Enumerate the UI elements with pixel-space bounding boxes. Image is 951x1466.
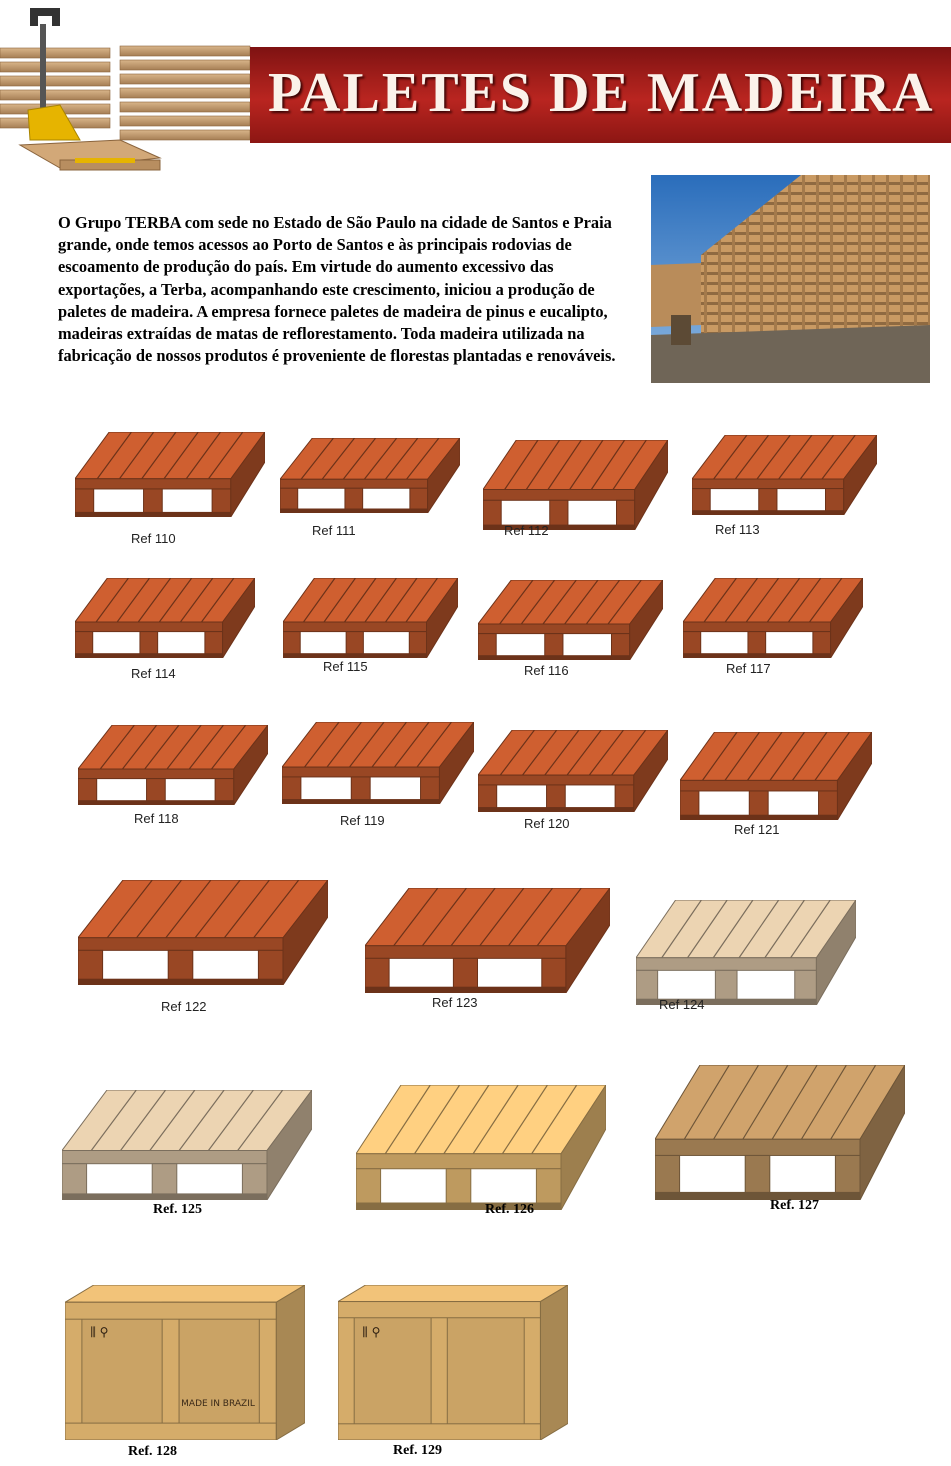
product-reference-label: Ref 113 [715, 522, 760, 537]
product-reference-label: Ref. 125 [153, 1202, 202, 1217]
intro-paragraph: O Grupo TERBA com sede no Estado de São Paulo na cidade de Santos e Praia grande, onde temos acessos ao Porto de Santos e às principais rodovias de escoamento de produção do país. Em virtude do aumento excessivo das exportações, a Terba, acompanhando este crescimento, iniciou a produção de paletes de madeira. A empresa fornece paletes de madeira de pinus e eucalipto, madeiras extraídas de matas de reflorestamento. Toda madeira utilizada na fabricação de nossos produtos é proveniente de florestas plantadas e renováveis. [58, 213, 616, 366]
product-reference-label: Ref 118 [134, 811, 179, 826]
product-reference-label: Ref. 127 [770, 1198, 819, 1213]
product-reference-label: Ref 117 [726, 661, 771, 676]
page-title: PALETES DE MADEIRA [268, 62, 935, 124]
pallet-image [655, 1065, 905, 1200]
product-reference-label: Ref. 126 [485, 1202, 534, 1217]
pallet-image [692, 435, 877, 515]
product-reference-label: Ref 112 [504, 523, 549, 538]
product-reference-label: Ref 124 [659, 997, 705, 1012]
hero-pallets-image [0, 0, 255, 175]
made-in-brazil-stamp: MADE IN BRAZIL [181, 1398, 255, 1409]
pallet-image [282, 722, 474, 804]
crate-image [65, 1285, 305, 1440]
product-reference-label: Ref 121 [734, 822, 780, 837]
product-reference-label: Ref. 128 [128, 1444, 177, 1459]
product-reference-label: Ref 120 [524, 816, 570, 831]
pallet-stack-photo [651, 175, 930, 383]
product-reference-label: Ref 115 [323, 659, 368, 674]
pallet-image [683, 578, 863, 658]
pallet-image [280, 438, 460, 513]
pallet-image [636, 900, 856, 1005]
pallet-image [483, 440, 668, 530]
pallet-image [78, 725, 268, 805]
pallet-image [283, 578, 458, 658]
crate-image [338, 1285, 568, 1440]
product-reference-label: Ref 122 [161, 999, 207, 1014]
product-reference-label: Ref 123 [432, 995, 478, 1010]
pallet-image [365, 888, 610, 993]
pallet-image [356, 1085, 606, 1210]
product-reference-label: Ref 114 [131, 666, 176, 681]
pallet-image [75, 578, 255, 658]
pallet-image [478, 580, 663, 660]
pallet-image [75, 432, 265, 517]
pallet-image [78, 880, 328, 985]
handling-symbols-icon: ⫼ ⚲ [90, 1325, 109, 1340]
pallet-image [62, 1090, 312, 1200]
product-reference-label: Ref 110 [131, 531, 176, 546]
handling-symbols-icon: ⫼ ⚲ [362, 1325, 381, 1340]
product-reference-label: Ref. 129 [393, 1443, 442, 1458]
title-banner [250, 47, 951, 143]
pallet-image [680, 732, 872, 820]
product-reference-label: Ref 111 [312, 523, 356, 538]
product-reference-label: Ref 116 [524, 663, 569, 678]
product-reference-label: Ref 119 [340, 813, 385, 828]
pallet-image [478, 730, 668, 812]
